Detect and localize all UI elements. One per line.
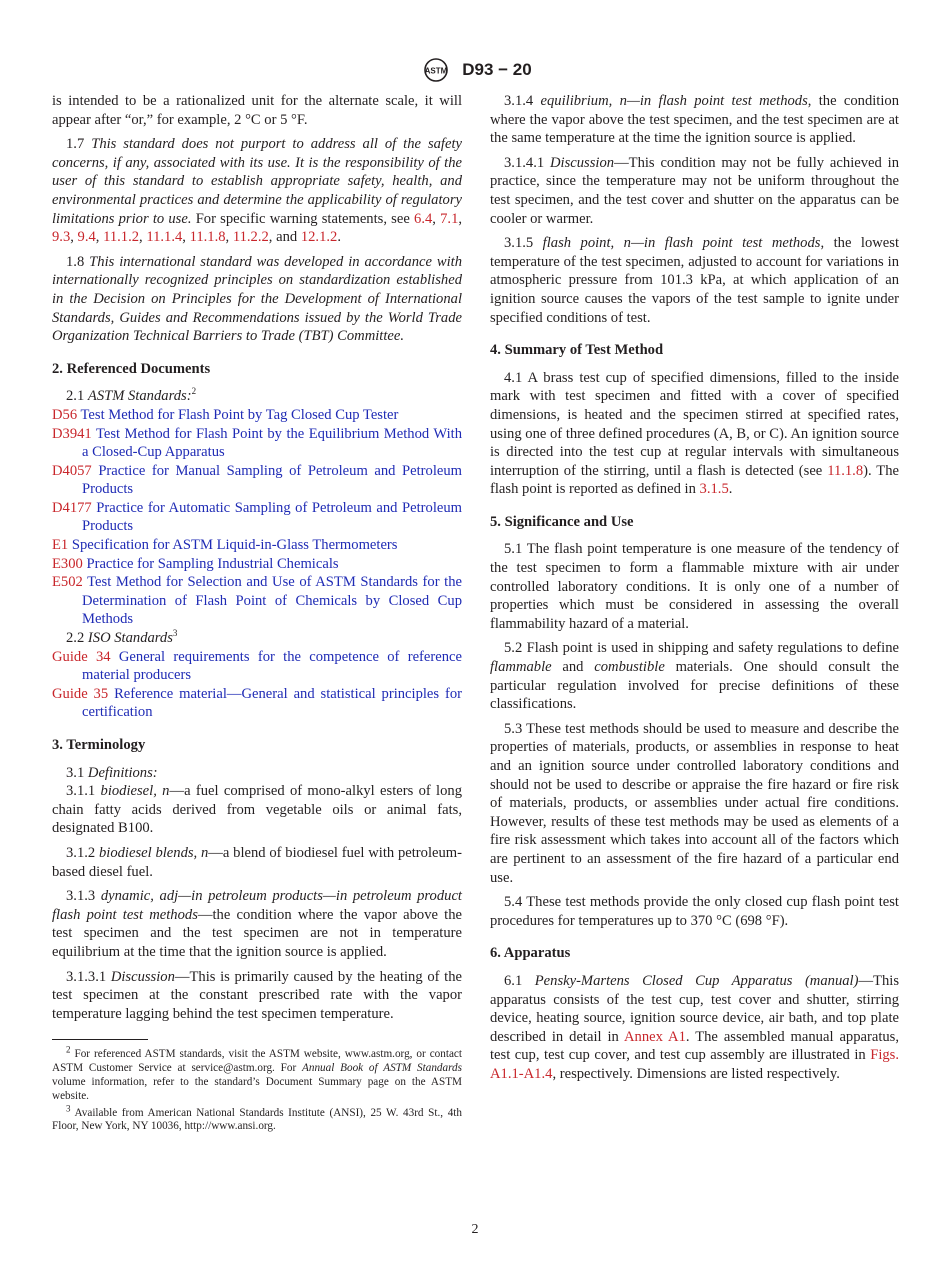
section-5-3: 5.3 These test methods should be used to measure and describe the properties of materials, products, or assemblies in response to heat and an ignition source under controlled laboratory conditions and should not be used to describe or appraise the fire hazard or fire risk of materials, products, or assemblies under actual fire conditions. However, results of these test methods may be used as elements of a fire risk assessment which takes into account all of the factors which are pertinent to an assessment of the fire hazard of a particular end use.: [490, 720, 899, 886]
section-5-1: 5.1 The flash point temperature is one measure of the tendency of the test specimen to form a flammable mixture with air under controlled laboratory conditions. It is only one of a number of properties which must be considered in assessing the overall flammability hazard of a material.: [490, 541, 899, 632]
section-3-1-5: 3.1.5 flash point, n—in flash point test methods, the lowest temperature of the test specimen, adjusted to account for variations in atmospheric pressure from 101.3 kPa, at which application of an ignition source causes the vapors of the test sample to ignite under specified conditions of test.: [490, 235, 899, 326]
astm-logo-icon: [418, 57, 454, 83]
section-1-8: 1.8 This international standard was developed in accordance with internationally recognized principles on standardization established in the Decision on Principles for the Development of International Standards, Guides and Recommendations issued by the World Trade Organization Technical Barriers to Trade (TBT) Committee.: [52, 253, 463, 345]
section-3-1-4-1: 3.1.4.1 Discussion—This condition may not be fully achieved in practice, since the temperature may not be uniform throughout the test specimen, and the test cover and shutter on the apparatus can be cooler or warmer.: [490, 154, 899, 227]
footnote-2: $^2$ For referenced ASTM standards, visit the ASTM website, www.astm.org, or contact ASTM Customer Service at service@astm.org. For Annual Book of ASTM Standards volume information, refer to the standard’s Document Summary page on the ASTM website.: [52, 1044, 462, 1102]
link-annex-a1[interactable]: Annex A1: [624, 1028, 686, 1045]
page-number: 2: [471, 1222, 479, 1237]
link-figs-a1[interactable]: Figs. A1.1-A1.4: [490, 1047, 899, 1082]
section-3-1-3: 3.1.3 dynamic, adj—in petroleum products—in petroleum product flash point test methods—the condition where the vapor above the test specimen and the test specimen are not in temperature equilibrium at the time that the ignition source is applied.: [52, 888, 462, 960]
section-3-1-3-1: 3.1.3.1 Discussion—This is primarily caused by the heating of the test specimen at the constant prescribed rate with the vapor temperature lagging behind the test specimen temperature.: [52, 968, 462, 1022]
logo-text: ASTM: [424, 66, 448, 76]
footnote-divider: [52, 1039, 148, 1040]
reference-item[interactable]: E502 Test Method for Selection and Use of ASTM Standards for the Determination of Flash Point of Chemicals by Closed Cup Methods: [52, 574, 462, 628]
heading-apparatus: 6. Apparatus: [490, 945, 571, 962]
link-11-1-8[interactable]: 11.1.8: [189, 229, 226, 246]
heading-significance-and-use: 5. Significance and Use: [490, 513, 634, 530]
heading-summary-of-test-method: 4. Summary of Test Method: [490, 342, 664, 359]
reference-item[interactable]: Guide 34 General requirements for the competence of reference material producers: [52, 648, 462, 684]
footnote-3: $^3$ Available from American National Standards Institute (ANSI), 25 W. 43rd St., 4th Floor, New York, NY 10036, http://www.ansi.org.: [52, 1102, 462, 1133]
link-9-4[interactable]: 9.4: [77, 229, 96, 246]
section-5-4: 5.4 These test methods provide the only closed cup flash point test procedures for temperatures up to 370 °C (698 °F).: [490, 894, 899, 929]
reference-item[interactable]: D4057 Practice for Manual Sampling of Petroleum and Petroleum Products: [52, 462, 462, 498]
link-11-1-8[interactable]: 11.1.8: [827, 462, 864, 479]
left-column: [52, 92, 462, 1137]
reference-item[interactable]: E300 Practice for Sampling Industrial Chemicals: [52, 555, 339, 572]
astm-reference-list: [52, 406, 462, 629]
section-3-1: 3.1 Definitions:: [66, 764, 158, 781]
intro-paragraph: is intended to be a rationalized unit for the alternate scale, it will appear after “or,” for example, 2 °C or 5 °F.: [52, 93, 462, 128]
reference-item[interactable]: E1 Specification for ASTM Liquid-in-Glass Thermometers: [52, 537, 398, 554]
reference-item[interactable]: D56 Test Method for Flash Point by Tag Closed Cup Tester: [52, 406, 399, 423]
heading-terminology: 3. Terminology: [52, 737, 146, 753]
document-id: D93 − 20: [462, 60, 532, 79]
section-3-1-1: 3.1.1 biodiesel, n—a fuel comprised of mono-alkyl esters of long chain fatty acids derived from vegetable oils or animal fats, designated B100.: [52, 783, 462, 837]
page-header: [0, 57, 950, 83]
reference-item[interactable]: D3941 Test Method for Flash Point by the Equilibrium Method With a Closed-Cup Apparatus: [52, 425, 462, 461]
iso-reference-list: [52, 648, 462, 722]
section-1-7: 1.7 This standard does not purport to address all of the safety concerns, if any, associated with its use. It is the responsibility of the user of this standard to establish appropriate safety, health, and environmental practices and determine the applicability of regulatory limitations prior to use. For specific warning statements, see 6.4, 7.1, 9.3, 9.4, 11.1.2, 11.1.4, 11.1.8, 11.2.2, and 12.1.2.: [52, 136, 463, 246]
link-3-1-5[interactable]: 3.1.5: [699, 481, 729, 498]
link-6-4[interactable]: 6.4: [414, 210, 433, 227]
right-column: [490, 92, 899, 1090]
section-6-1: 6.1 Pensky-Martens Closed Cup Apparatus (manual)—This apparatus consists of the test cup, test cover and shutter, stirring device, heating source, ignition source device, air bath, and top plate described in detail in Annex A1. The assembled manual apparatus, test cup, test cup cover, and test cup assembly are illustrated in Figs. A1.1-A1.4, respectively. Dimensions are listed respectively.: [490, 972, 900, 1082]
section-4-1: 4.1 A brass test cup of specified dimensions, filled to the inside mark with test specimen and fitted with a cover of specified dimensions, is heated and the specimen stirred at specified rates, using one of three defined procedures (A, B, or C). An ignition source is directed into the test cup at regular intervals with simultaneous interruption of the stirring, until a flash is detected (see 11.1.8). The flash point is reported as defined in 3.1.5.: [490, 369, 899, 498]
heading-referenced-documents: 2. Referenced Documents: [52, 360, 211, 377]
section-3-1-4: 3.1.4 equilibrium, n—in flash point test methods, the condition where the vapor above the test specimen, and the test specimen are at the same temperature at the time the ignition source is applied.: [490, 93, 900, 147]
section-2-2: 2.2 ISO Standards$^3$: [66, 628, 178, 647]
link-7-1[interactable]: 7.1: [440, 210, 459, 227]
link-12-1-2[interactable]: 12.1.2: [300, 229, 338, 246]
section-5-2: 5.2 Flash point is used in shipping and safety regulations to define flammable and combustible materials. One should consult the particular regulation involved for precise definitions of these classifications.: [490, 640, 900, 713]
section-2-1: 2.1 ASTM Standards:$^2$: [66, 386, 197, 405]
link-9-3[interactable]: 9.3: [52, 229, 71, 246]
section-3-1-2: 3.1.2 biodiesel blends, n—a blend of biodiesel fuel with petroleum-based diesel fuel.: [52, 844, 462, 880]
reference-item[interactable]: D4177 Practice for Automatic Sampling of Petroleum and Petroleum Products: [52, 499, 462, 535]
link-11-1-4[interactable]: 11.1.4: [146, 229, 183, 246]
link-11-1-2[interactable]: 11.1.2: [103, 229, 140, 246]
link-11-2-2[interactable]: 11.2.2: [232, 229, 269, 246]
reference-item[interactable]: Guide 35 Reference material—General and statistical principles for certification: [52, 685, 462, 721]
